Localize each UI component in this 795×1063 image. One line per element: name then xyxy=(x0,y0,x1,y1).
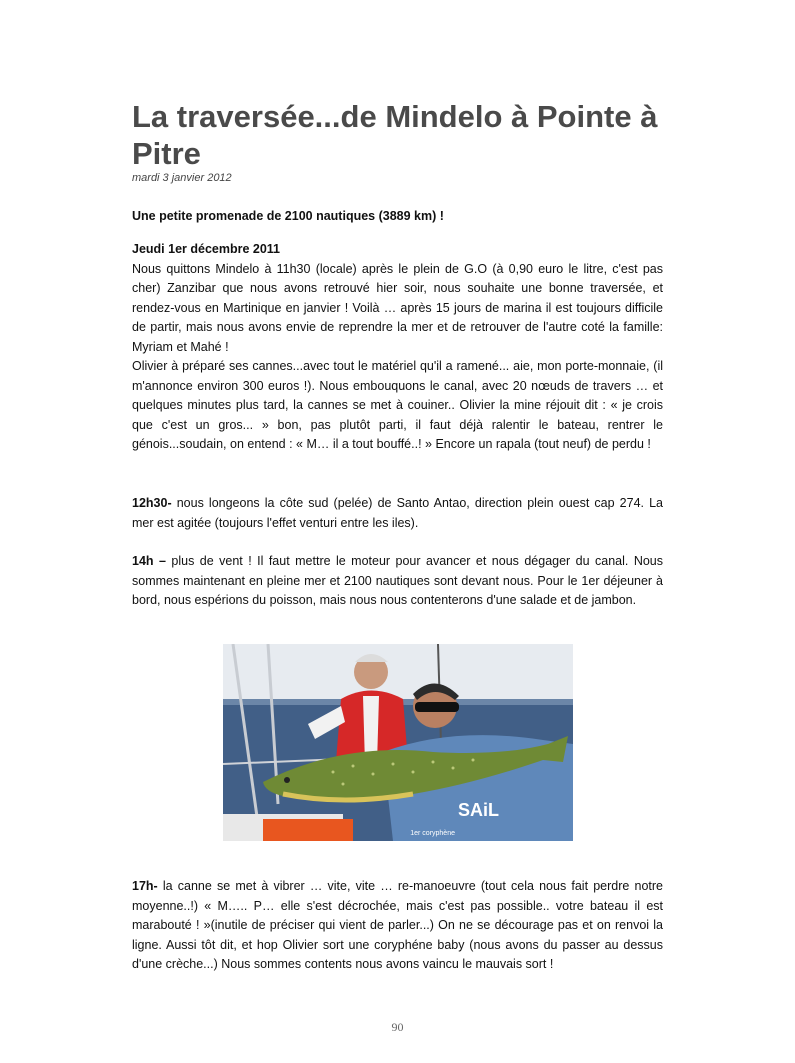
post-date: mardi 3 janvier 2012 xyxy=(132,172,232,184)
section-14h xyxy=(132,552,663,611)
time-heading: 17h- xyxy=(132,879,158,893)
page-number: 90 xyxy=(391,1020,404,1034)
time-heading: 14h – xyxy=(132,554,166,568)
paragraph: plus de vent ! Il faut mettre le moteur pour avancer et nous dégager du canal. Nous sommes maintenant en pleine mer et 2100 nautiques sont devant nous. Pour le 1er déjeuner à bord, nous espérions du poisson, mais nous nous contenterons d'une salade et de jambon. xyxy=(132,554,664,607)
paragraph: la canne se met à vibrer … vite, vite … re-manoeuvre (tout cela nous fait perdre notre moyenne..!) « M….. P… elle s'est décrochée, mais c'est pas possible.. votre bateau il est marabouté ! »(inutile de préciser qui vient de parler...) On ne se décourage pas et on renvoi la ligne. Aussi tôt dit, et hop Olivier sort une coryphéne baby (nous avons du passer au dessus d'une crèche...) Nous sommes contents nous avons vaincu le mauvais sort ! xyxy=(132,879,663,971)
page-title: La traversée...de Mindelo à Pointe à Pitre xyxy=(132,99,658,171)
lead-line: Une petite promenade de 2100 nautiques (3889 km) ! xyxy=(132,209,444,223)
paragraph: Olivier à préparé ses cannes...avec tout le matériel qu'il a ramené... aie, mon porte-monnaie, (il m'annonce environ 300 euros !). Nous embouquons le canal, avec 20 nœuds de travers … et quelques minutes plus tard, la cannes se met à couiner.. Olivier la mine réjouit dit : « je crois que c'est un gros... » bon, pas plutôt parti, il faut déjà ralentir le bateau, rentrer le génois...soudain, on entend : « M… il a tout bouffé..! » Encore un rapala (tout neuf) de perdu ! xyxy=(132,359,663,451)
time-heading: 12h30- xyxy=(132,496,172,510)
paragraph: Nous quittons Mindelo à 11h30 (locale) après le plein de G.O (à 0,90 euro le litre, c'est pas cher) Zanzibar que nous avons retrouvé hier soir, nous souhaite une bonne traversée, et rendez-vous en Martinique en janvier ! Voilà … après 15 jours de marina il est toujours difficile de partir, mais nous avons envie de reprendre la mer et de retrouver de l'autre coté la famille: Myriam et Mahé ! xyxy=(132,261,663,354)
section-day xyxy=(132,240,663,455)
section-17h xyxy=(132,877,663,975)
photo-illustration xyxy=(223,644,573,841)
fishing-photo xyxy=(223,644,573,841)
paragraph: nous longeons la côte sud (pelée) de Santo Antao, direction plein ouest cap 274. La mer est agitée (toujours l'effet venturi entre les iles). xyxy=(132,496,663,530)
section-heading: Jeudi 1er décembre 2011 xyxy=(132,242,281,256)
svg-text:SAiL: SAiL xyxy=(458,800,500,820)
photo-caption: 1er coryphène xyxy=(410,830,455,837)
section-1230 xyxy=(132,494,663,533)
